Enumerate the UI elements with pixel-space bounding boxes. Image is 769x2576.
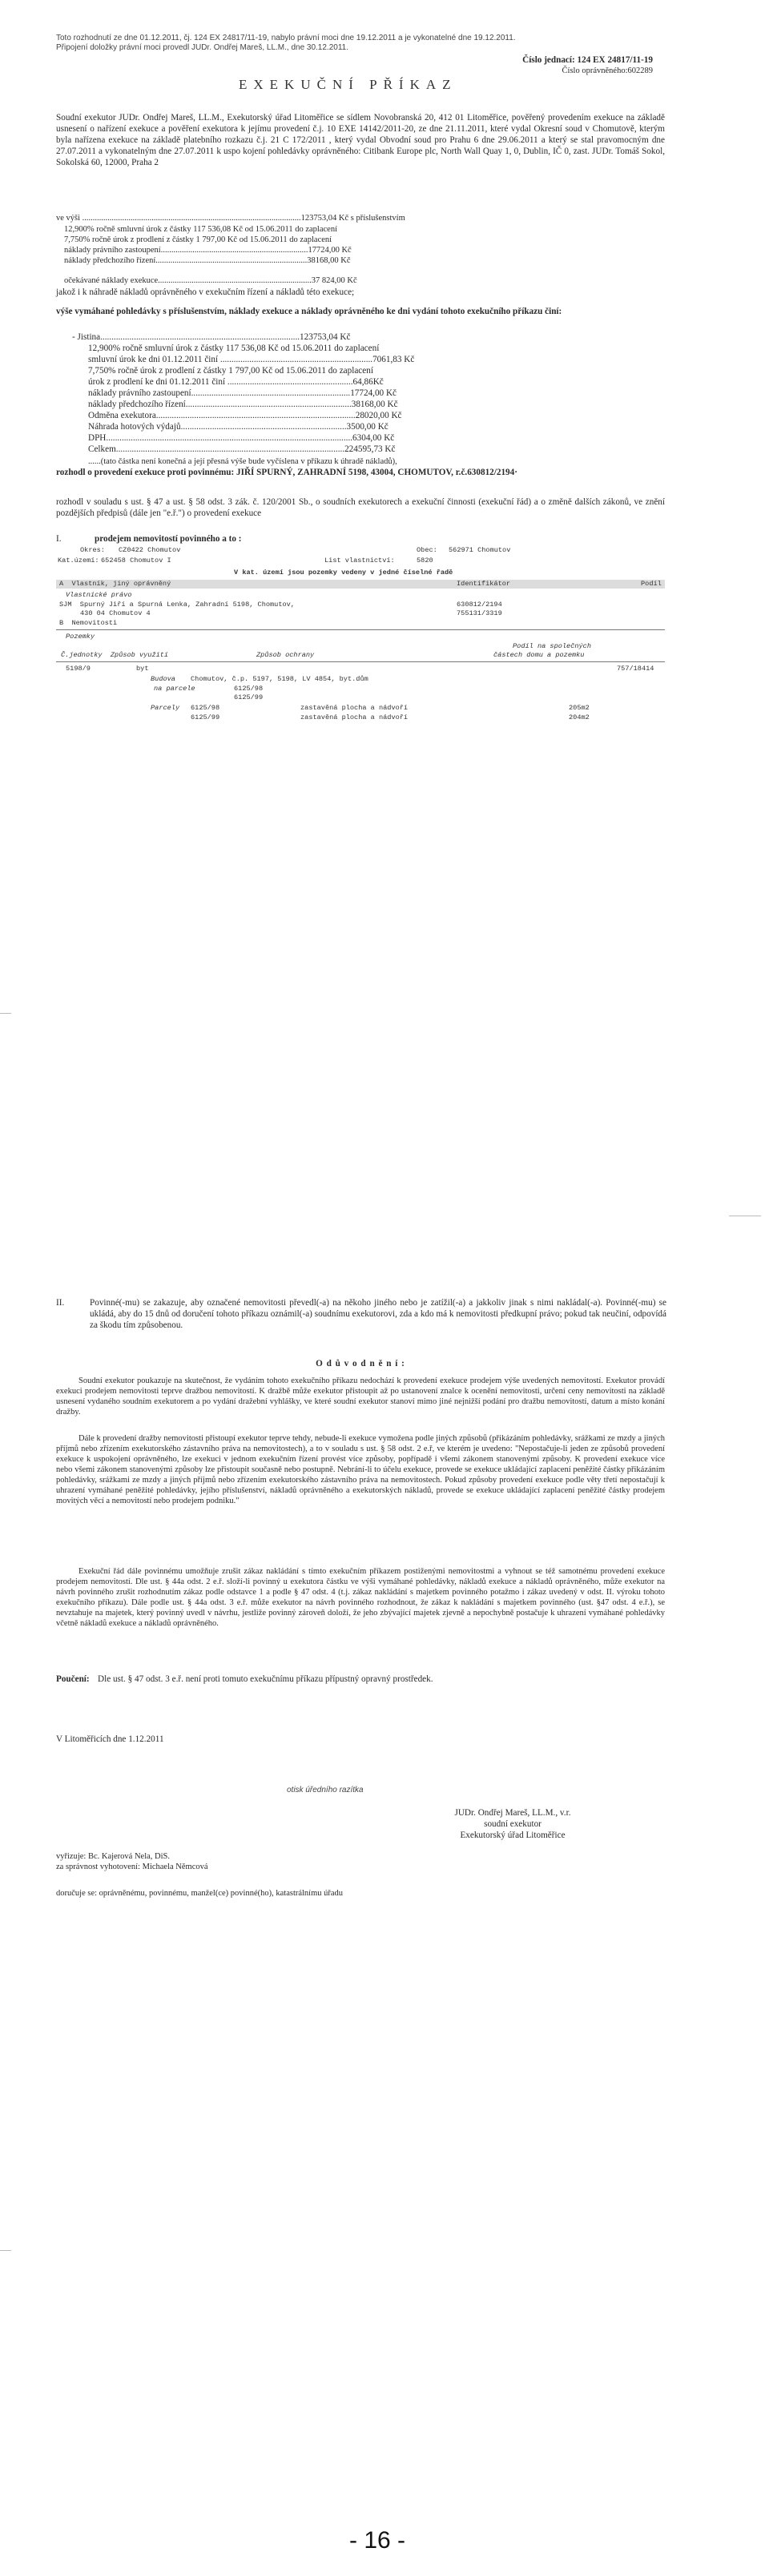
reasoning-paragraph-3: Exekuční řád dále povinnému umožňuje zrušit zákaz nakládání s tímto exekučním příkazem postiženými nemovitostmi a vyhnout se též samotnému provedení exekuce prodejem nemovitostí. Dle ust. § 44a odst. 2 e.ř. složí-li povinný u exekutora částku ve výši vymáhané pohledávky, nákladů exekuce a nákladů oprávněného, může exekutor na návrh povinného zrušit rozhodnutím zákaz podle odstavce 1 a podle § 47 odst. 4 (t.j. zákaz nakládání s majetkem povinného potažmo i zákaz uvedený v odst. II. výroku tohoto exekučního příkazu). Dále podle ust. § 44a odst. 3 e.ř. může exekutor na návrh povinného rozhodnout, že zákaz k nakládání s majetkem povinného (ust. §47 odst. 4 e.ř.), se nevztahuje na majetek, který povinný uvedl v návrhu, jestliže povinný zároveň doloží, že jeho zbývající majetek zjevně a nepochybně postačuje k uhrazení vymáhané pohledávky včetně nákladů exekuce a nákladů oprávněného. xyxy=(56,1567,665,1628)
handled-by: vyřizuje: Bc. Kajerová Nela, DiS. xyxy=(56,1852,170,1861)
amount-line: ve výši ........................................................................................................123753,04 Kč s příslušenstvím xyxy=(56,214,405,223)
summary-row: smluvní úrok ke dni 01.12.2011 činí ....................................................................7061,83 Kč xyxy=(88,355,415,364)
document-title: EXEKUČNÍ PŘÍKAZ xyxy=(239,77,457,92)
unit-column-heading: Č.jednotky Způsob využití xyxy=(61,651,169,659)
municipality-label: Obec: xyxy=(417,546,437,554)
cadastral-area-label: Kat.území: xyxy=(58,557,99,565)
ownership-sheet-value: 5820 xyxy=(417,557,433,565)
legal-force-clause: Připojení doložky právní moci provedl JUDr. Ondřej Mareš, LL.M., dne 30.12.2011. xyxy=(56,43,348,52)
summary-row: náklady právního zastoupení.......................................................................17724,00 Kč xyxy=(88,388,397,398)
owner-id-1: 630812/2194 xyxy=(457,601,502,609)
section-b-rule xyxy=(56,629,665,630)
summary-row: 7,750% ročně úrok z prodlení z částky 1 797,00 Kč od 15.06.2011 do zaplacení xyxy=(88,366,373,376)
verified-by: za správnost vyhotovení: Michaela Němcová xyxy=(56,1863,208,1871)
costs-note: jakož i k náhradě nákladů oprávněného v exekučním řízení a nákladů této exekuce; xyxy=(56,287,355,297)
reasoning-paragraph-2: Dále k provedení dražby nemovitosti přistoupí exekutor teprve tehdy, nebude-li exekuce vymožena podle jiných způsobů (přikázáním pohledávky, srážkami ze mzdy a jiných příjmů nebo zřízením exekutorského zástavního práva na nemovitostech), a to v souladu s ust. § 58 odst. 2 e.ř, ve kterém je uvedeno: "Nepostačuje-li jeden ze způsobů provedení exekuce k uspokojení oprávněného, lze exekuci v jednom exekučním řízení provést více způsoby, popřípadě i všemi zákonem stanovenými způsoby. K provedení exekuce více nebo všemi zákonem stanovenými způsoby lze přistoupit současně nebo postupně. Nebrání-li to účelu exekuce, provede se exekuce ukládající zaplacení peněžité částky přikázáním pohledávky, srážkami ze mzdy a jiných příjmů nebo zřízením exekutorského zástavního práva na nemovitostech. Pokud způsoby provedení exekuce podle věty třetí nepostačují k uhrazení vymáhané peněžité pohledávky, jejího příslušenství, nákladů oprávněného a exekutorských nákladů, provede se exekuce ukládající zaplacení peněžité částky prodejem movitých věcí a nemovitostí nebo prodejem podniku." xyxy=(56,1434,665,1505)
summary-row: - Jistina.........................................................................................123753,04 Kč xyxy=(72,332,351,342)
summary-row: Náhrada hotových výdajů..........................................................................3500,00 Kč xyxy=(88,422,389,432)
owner-name: SJM Spurný Jiří a Spurná Lenka, Zahradní 5198, Chomutov, xyxy=(59,601,295,609)
document-page-2 xyxy=(0,1233,769,2434)
unit-use: byt xyxy=(136,665,149,673)
signature-office: Exekutorský úřad Litoměřice xyxy=(460,1831,566,1840)
parcel-2: 6125/99 xyxy=(191,713,220,721)
debtor-line: rozhodl o provedení exekuce proti povinnému: JIŘÍ SPURNÝ, ZAHRADNÍ 5198, 43004, CHOMUTOV, r.č.630812/2194· xyxy=(56,468,517,477)
summary-row: DPH..............................................................................................................6304,00 Kč xyxy=(88,433,395,443)
section-ii-roman: II. xyxy=(56,1298,65,1308)
municipality-value: 562971 Chomutov xyxy=(449,546,511,554)
protection-column-heading: Způsob ochrany xyxy=(256,651,315,659)
district-label: Okres: xyxy=(80,546,105,554)
summary-row: náklady předchozího řízení..........................................................................38168,00 Kč xyxy=(88,400,398,409)
summary-footnote: ......(tato částka není konečná a její přesná výše bude vyčíslena v příkazu k úhradě nákladů), xyxy=(88,457,397,466)
summary-row: úrok z prodlení ke dni 01.12.2011 činí ........................................................64,86Kč xyxy=(88,377,384,387)
signature-role: soudní exekutor xyxy=(484,1819,542,1829)
parcel-1-type: zastavěná plocha a nádvoří xyxy=(300,704,409,712)
common-share-heading-2: částech domu a pozemku xyxy=(493,651,585,659)
unit-share: 757/18414 xyxy=(617,665,654,673)
district-value: CZ0422 Chomutov xyxy=(119,546,181,554)
place-and-date: V Litoměřicích dne 1.12.2011 xyxy=(56,1734,164,1744)
expected-costs-line: očekávané náklady exekuce.........................................................................37 824,00 Kč xyxy=(64,276,357,285)
common-share-heading-1: Podíl na společných xyxy=(513,642,591,650)
parcels-label: Parcely xyxy=(151,704,180,712)
on-parcel-value-1: 6125/98 xyxy=(234,685,264,693)
owner-address: 430 04 Chomutov 4 xyxy=(80,609,151,617)
section-b-heading: B Nemovitosti xyxy=(59,619,118,627)
case-number: Číslo jednací: 124 EX 24817/11-19 xyxy=(522,55,653,65)
section-ii-text: Povinné(-mu) se zakazuje, aby označené nemovitosti převedl(-a) na někoho jiného nebo je zatížil(-a) a jakkoliv jinak s nimi nakládal(-a). Povinné(-mu) se ukládá, aby do 15 dnů od doručení tohoto příkazu oznámil(-a) soudnímu exekutorovi, zda a kdo má k nemovitosti předkupní právo; pokud tak neučiní, odpovídá za škodu tím způsobenou. xyxy=(90,1298,666,1330)
scan-edge-mark xyxy=(0,1013,11,1014)
interest-line-b: 7,750% ročně úrok z prodlení z částky 1 797,00 Kč od 15.06.2011 do zaplacení xyxy=(64,235,332,244)
building-label: Budova xyxy=(151,675,175,683)
parcel-1-area: 205m2 xyxy=(569,704,590,712)
ownership-sheet-label: List vlastnictví: xyxy=(324,557,395,565)
cadastral-area-value: 652458 Chomutov I xyxy=(101,557,171,565)
decision-item: prodejem nemovitostí povinného a to : xyxy=(95,534,242,544)
ownership-right-label: Vlastnické právo xyxy=(66,591,132,599)
parcel-2-area: 204m2 xyxy=(569,713,590,721)
stamp-placeholder: otisk úředního razítka xyxy=(287,1786,364,1794)
unit-header-rule xyxy=(56,661,665,662)
owner-id-2: 755131/3319 xyxy=(457,609,502,617)
legal-force-note: Toto rozhodnutí ze dne 01.12.2011, čj. 124 EX 24817/11-19, nabylo právní moci dne 19.12.2011 a je vykonatelné dne 19.12.2011. xyxy=(56,34,516,42)
summary-row: Celkem......................................................................................................224595,73 Kč xyxy=(88,444,396,454)
on-parcel-label: na parcele xyxy=(154,685,195,693)
summary-row: Odměna exekutora.........................................................................................28020,00 Kč xyxy=(88,411,402,420)
reasoning-title: O d ů v o d n ě n í : xyxy=(316,1359,405,1368)
instruction-label: Poučení: xyxy=(56,1674,90,1684)
land-label: Pozemky xyxy=(66,633,95,641)
signature-name: JUDr. Ondřej Mareš, LL.M., v.r. xyxy=(454,1808,571,1818)
previous-costs-line: náklady předchozího řízení........................................................................38168,00 Kč xyxy=(64,256,351,265)
on-parcel-value-2: 6125/99 xyxy=(234,693,264,701)
building-value: Chomutov, č.p. 5197, 5198, LV 4854, byt.dům xyxy=(191,675,368,683)
interest-line-a: 12,900% ročně smluvní úrok z částky 117 536,08 Kč od 15.06.2011 do zaplacení xyxy=(64,225,337,234)
section-a-heading: A Vlastník, jiný oprávněný xyxy=(59,580,171,588)
authorized-number: Číslo oprávněného:602289 xyxy=(562,66,653,75)
identifier-heading: Identifikátor xyxy=(457,580,511,588)
instruction-text: Dle ust. § 47 odst. 3 e.ř. není proti tomuto exekučnímu příkazu přípustný opravný prostředek. xyxy=(98,1674,433,1684)
parcel-2-type: zastavěná plocha a nádvoří xyxy=(300,713,409,721)
unit-number: 5198/9 xyxy=(66,665,91,673)
decision-roman: I. xyxy=(56,534,62,544)
numbering-note: V kat. území jsou pozemky vedeny v jedné číselné řadě xyxy=(234,569,453,577)
parcel-1: 6125/98 xyxy=(191,704,220,712)
document-page-1 xyxy=(0,24,769,1105)
summary-row: 12,900% ročně smluvní úrok z částky 117 536,08 Kč od 15.06.2011 do zaplacení xyxy=(88,344,380,353)
share-heading: Podíl xyxy=(641,580,662,588)
summary-heading: výše vymáhané pohledávky s příslušenstvím, náklady exekuce a náklady oprávněného ke dni vydání tohoto exekučního příkazu činí: xyxy=(56,307,562,316)
page-number: - 16 - xyxy=(349,2527,406,2554)
reasoning-paragraph-1: Soudní exekutor poukazuje na skutečnost, že vydáním tohoto exekučního příkazu nedochází k provedení exekuce prodejem výše uvedených nemovitostí. Exekutor provádí exekuci prodejem nemovitosti teprve dražbou nemovitostí. K dražbě může exekutor přistoupit až po ustanovení znalce k ocenění nemovitosti, určení ceny nemovitosti na základě usnesení vydaného soudním exekutorem a po vydání dražební vyhlášky, ve které soudní exekutor stanoví mimo jiné nejnižší podání pro dražbu nemovitostí, datum a místo konání dražby. xyxy=(56,1376,665,1417)
decision-paragraph: rozhodl v souladu s ust. § 47 a ust. § 58 odst. 3 zák. č. 120/2001 Sb., o soudních exekutorech a exekuční činnosti (exekuční řád) a o změně dalších zákonů, ve znění pozdějších předpisů (dále jen "e.ř.") o provedení exekuce xyxy=(56,497,665,518)
intro-paragraph: Soudní exekutor JUDr. Ondřej Mareš, LL.M., Exekutorský úřad Litoměřice se sídlem Novobranská 20, 412 01 Litoměřice, pověřený provedením exekuce na základě usnesení o nařízení exekuce a pověření exekutora k jejímu provedení č.j. 10 EXE 14142/2011-20, ze dne 21.11.2011, které vydal Okresní soud v Chomutově, kterým byla nařízena exekuce na základě platebního rozkazu č.j. 21 C 172/2011 , který vydal Obvodní soud pro Prahu 6 dne 29.06.2011 a který se stal pravomocným dne 27.07.2011 a vykonatelným dne 27.07.2011 k uspo kojení pohledávky oprávněného: Citibank Europe plc, North Wall Quay 1, 0, Dublin, IČ 0, zast. JUDr. Tomáš Sokol, Sokolská 60, 12000, Praha 2 xyxy=(56,113,665,167)
delivery-list: doručuje se: oprávněnému, povinnému, manžel(ce) povinné(ho), katastrálnímu úřadu xyxy=(56,1889,344,1898)
legal-costs-line: náklady právního zastoupení......................................................................17724,00 Kč xyxy=(64,246,352,255)
